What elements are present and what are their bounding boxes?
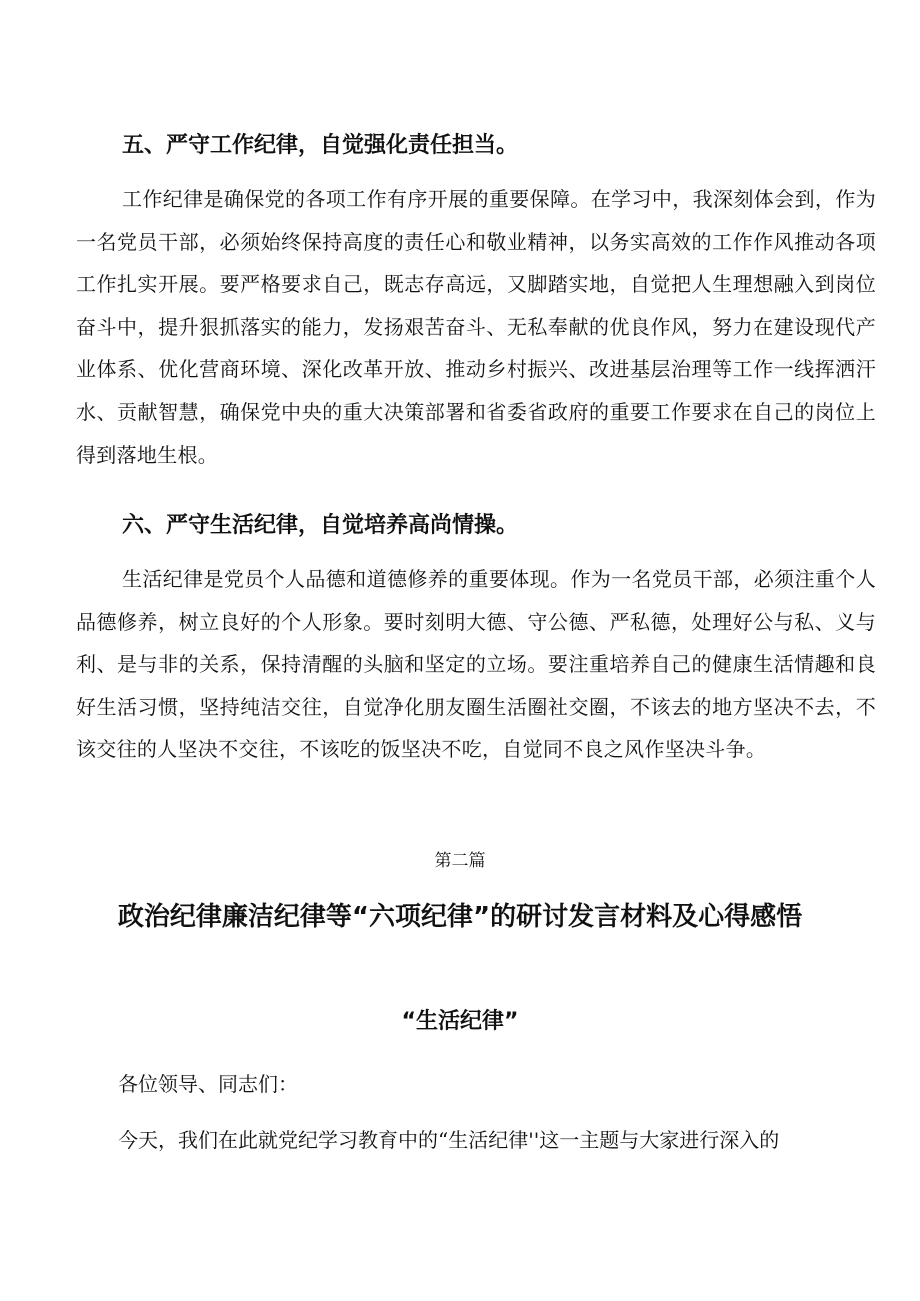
section-five-heading: 五、严守工作纪律，自觉强化责任担当。 (122, 133, 519, 158)
part-two-label: 第二篇 (434, 851, 486, 871)
document-title: 政治纪律廉洁纪律等“六项纪律”的研讨发言材料及心得感悟 (117, 902, 803, 932)
section-five-body: 工作纪律是确保党的各项工作有序开展的重要保障。在学习中，我深刻体会到，作为一名党员干部，必须始终保持高度的责任心和敬业精神，以务实高效的工作作风推动各项工作扎实开展。要严格要求自己，既志存高远，又脚踏实地，自觉把人生理想融入到岗位奋斗中，提升狠抓落实的能力，发扬艰苦奋斗、无私奉献的优良作风，努力在建设现代产业体系、优化营商环境、深化改革开放、推动乡村振兴、改进基层治理等工作一线挥洒汗水、贡献智慧，确保党中央的重大决策部署和省委省政府的重要工作要求在自己的岗位上得到落地生根。 (76, 187, 876, 467)
section-six-body: 生活纪律是党员个人品德和道德修养的重要体现。作为一名党员干部，必须注重个人品德修养，树立良好的个人形象。要时刻明大德、守公德、严私德，处理好公与私、义与利、是与非的关系，保持清醒的头脑和坚定的立场。要注重培养自己的健康生活情趣和良好生活习惯，坚持纯洁交往，自觉净化朋友圈生活圈社交圈，不该去的地方坚决不去，不该交往的人坚决不交往，不该吃的饭坚决不吃，自觉同不良之风作坚决斗争。 (76, 567, 876, 762)
opening-paragraph: 今天，我们在此就党纪学习教育中的“生活纪律''这一主题与大家进行深入的 (118, 1128, 780, 1152)
document-subtitle: “生活纪律” (401, 1009, 519, 1034)
greeting: 各位领导、同志们： (118, 1072, 298, 1096)
section-six-heading: 六、严守生活纪律，自觉培养高尚情操。 (122, 513, 519, 538)
